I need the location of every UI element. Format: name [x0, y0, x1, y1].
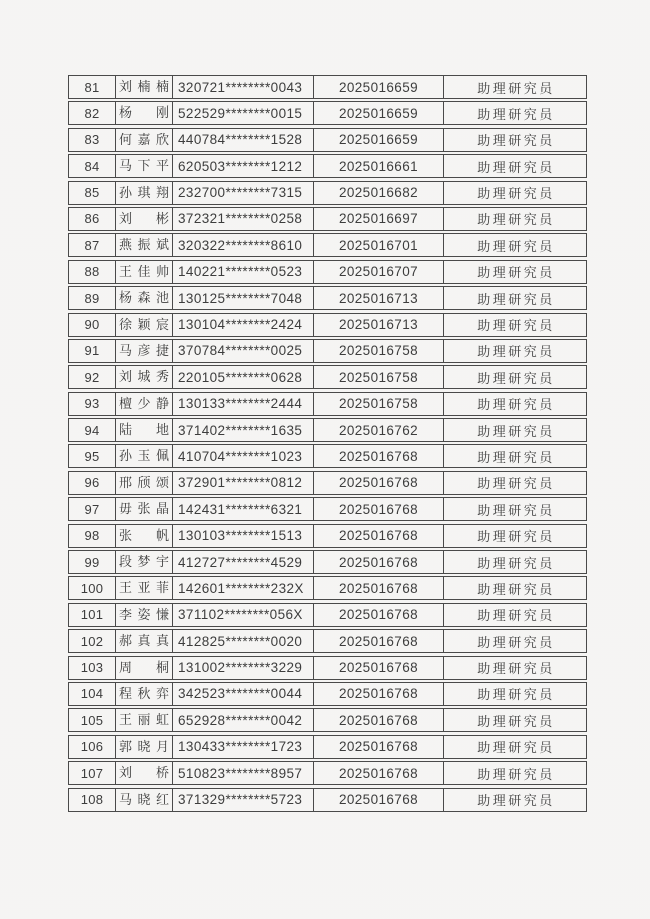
exam-code-cell: 2025016768 [314, 551, 444, 573]
exam-code-cell: 2025016768 [314, 630, 444, 652]
id-number-cell: 131002********3229 [173, 657, 314, 679]
table-row [68, 576, 587, 600]
person-name-cell: 李姿慊 [116, 604, 173, 626]
person-name-cell: 孙玉佩 [116, 445, 173, 467]
id-number-cell: 510823********8957 [173, 762, 314, 784]
job-title-cell: 助理研究员 [477, 793, 555, 809]
id-number-cell: 232700********7315 [173, 182, 314, 204]
person-name-cell: 孙琪翔 [116, 182, 173, 204]
exam-code-cell: 2025016768 [314, 498, 444, 520]
person-name-cell: 郝真真 [116, 630, 173, 652]
row-number-cell: 92 [69, 366, 116, 388]
id-number-cell: 320322********8610 [173, 234, 314, 256]
id-number-cell: 320721********0043 [173, 76, 314, 98]
person-name-cell: 何嘉欣 [116, 129, 173, 151]
job-title-cell: 助理研究员 [477, 318, 555, 334]
row-number-cell: 103 [69, 657, 116, 679]
person-name-cell: 王丽虹 [116, 709, 173, 731]
id-number-cell: 342523********0044 [173, 683, 314, 705]
exam-code-cell: 2025016758 [314, 393, 444, 415]
table-row [68, 444, 587, 468]
person-name-cell: 檀少静 [116, 393, 173, 415]
id-number-cell: 410704********1023 [173, 445, 314, 467]
exam-code-cell: 2025016682 [314, 182, 444, 204]
exam-code-cell: 2025016768 [314, 445, 444, 467]
row-number-cell: 106 [69, 736, 116, 758]
job-title-cell: 助理研究员 [477, 555, 555, 571]
exam-code-cell: 2025016758 [314, 366, 444, 388]
exam-code-cell: 2025016661 [314, 155, 444, 177]
row-number-cell: 93 [69, 393, 116, 415]
person-name-cell: 郭晓月 [116, 736, 173, 758]
table-row [68, 603, 587, 627]
row-number-cell: 95 [69, 445, 116, 467]
job-title-cell: 助理研究员 [477, 133, 555, 149]
person-name-cell: 陆地 [116, 419, 173, 441]
id-number-cell: 620503********1212 [173, 155, 314, 177]
table-row [68, 550, 587, 574]
exam-code-cell: 2025016768 [314, 789, 444, 811]
row-number-cell: 102 [69, 630, 116, 652]
exam-code-cell: 2025016707 [314, 261, 444, 283]
table-row [68, 154, 587, 178]
id-number-cell: 130104********2424 [173, 314, 314, 336]
id-number-cell: 142601********232X [173, 577, 314, 599]
person-name-cell: 马彦捷 [116, 340, 173, 362]
job-title-cell: 助理研究员 [477, 529, 555, 545]
row-number-cell: 86 [69, 208, 116, 230]
person-name-cell: 徐颖宸 [116, 314, 173, 336]
table-row [68, 418, 587, 442]
person-name-cell: 燕振斌 [116, 234, 173, 256]
table-row [68, 761, 587, 785]
table-row [68, 207, 587, 231]
row-number-cell: 105 [69, 709, 116, 731]
job-title-cell: 助理研究员 [477, 740, 555, 756]
person-name-cell: 张帆 [116, 525, 173, 547]
table-row [68, 471, 587, 495]
exam-code-cell: 2025016768 [314, 709, 444, 731]
row-number-cell: 88 [69, 261, 116, 283]
person-name-cell: 王亚菲 [116, 577, 173, 599]
row-number-cell: 89 [69, 287, 116, 309]
row-number-cell: 96 [69, 472, 116, 494]
row-number-cell: 99 [69, 551, 116, 573]
id-number-cell: 371102********056X [173, 604, 314, 626]
job-title-cell: 助理研究员 [477, 423, 555, 439]
person-name-cell: 杨刚 [116, 102, 173, 124]
job-title-cell: 助理研究员 [477, 212, 555, 228]
roster-table [68, 75, 587, 814]
id-number-cell: 130125********7048 [173, 287, 314, 309]
job-title-cell: 助理研究员 [477, 634, 555, 650]
table-row [68, 788, 587, 812]
job-title-cell: 助理研究员 [477, 661, 555, 677]
job-title-cell: 助理研究员 [477, 370, 555, 386]
exam-code-cell: 2025016701 [314, 234, 444, 256]
exam-code-cell: 2025016768 [314, 604, 444, 626]
row-number-cell: 84 [69, 155, 116, 177]
id-number-cell: 140221********0523 [173, 261, 314, 283]
job-title-cell: 助理研究员 [477, 713, 555, 729]
row-number-cell: 101 [69, 604, 116, 626]
table-row [68, 339, 587, 363]
table-row [68, 682, 587, 706]
exam-code-cell: 2025016713 [314, 287, 444, 309]
table-row [68, 708, 587, 732]
table-row [68, 392, 587, 416]
job-title-cell: 助理研究员 [477, 186, 555, 202]
row-number-cell: 85 [69, 182, 116, 204]
job-title-cell: 助理研究员 [477, 687, 555, 703]
id-number-cell: 412825********0020 [173, 630, 314, 652]
row-number-cell: 104 [69, 683, 116, 705]
id-number-cell: 370784********0025 [173, 340, 314, 362]
id-number-cell: 220105********0628 [173, 366, 314, 388]
exam-code-cell: 2025016768 [314, 525, 444, 547]
person-name-cell: 程秋弈 [116, 683, 173, 705]
table-row [68, 524, 587, 548]
person-name-cell: 刘彬 [116, 208, 173, 230]
row-number-cell: 108 [69, 789, 116, 811]
id-number-cell: 522529********0015 [173, 102, 314, 124]
id-number-cell: 372901********0812 [173, 472, 314, 494]
person-name-cell: 马晓红 [116, 789, 173, 811]
exam-code-cell: 2025016768 [314, 472, 444, 494]
person-name-cell: 马下平 [116, 155, 173, 177]
row-number-cell: 87 [69, 234, 116, 256]
job-title-cell: 助理研究员 [477, 238, 555, 254]
job-title-cell: 助理研究员 [477, 159, 555, 175]
exam-code-cell: 2025016659 [314, 102, 444, 124]
job-title-cell: 助理研究员 [477, 265, 555, 281]
exam-code-cell: 2025016659 [314, 129, 444, 151]
job-title-cell: 助理研究员 [477, 766, 555, 782]
table-row [68, 181, 587, 205]
id-number-cell: 412727********4529 [173, 551, 314, 573]
exam-code-cell: 2025016697 [314, 208, 444, 230]
table-row [68, 365, 587, 389]
table-row [68, 656, 587, 680]
person-name-cell: 刘城秀 [116, 366, 173, 388]
person-name-cell: 王佳帅 [116, 261, 173, 283]
row-number-cell: 82 [69, 102, 116, 124]
person-name-cell: 邢颀颂 [116, 472, 173, 494]
id-number-cell: 130133********2444 [173, 393, 314, 415]
person-name-cell: 杨森池 [116, 287, 173, 309]
job-title-cell: 助理研究员 [477, 608, 555, 624]
id-number-cell: 372321********0258 [173, 208, 314, 230]
id-number-cell: 652928********0042 [173, 709, 314, 731]
row-number-cell: 91 [69, 340, 116, 362]
row-number-cell: 83 [69, 129, 116, 151]
table-row [68, 497, 587, 521]
table-row [68, 260, 587, 284]
job-title-cell: 助理研究员 [477, 106, 555, 122]
row-number-cell: 100 [69, 577, 116, 599]
exam-code-cell: 2025016758 [314, 340, 444, 362]
person-name-cell: 段梦宇 [116, 551, 173, 573]
id-number-cell: 130433********1723 [173, 736, 314, 758]
exam-code-cell: 2025016768 [314, 736, 444, 758]
id-number-cell: 371329********5723 [173, 789, 314, 811]
job-title-cell: 助理研究员 [477, 476, 555, 492]
job-title-cell: 助理研究员 [477, 291, 555, 307]
exam-code-cell: 2025016768 [314, 683, 444, 705]
table-row [68, 128, 587, 152]
job-title-cell: 助理研究员 [477, 80, 555, 96]
job-title-cell: 助理研究员 [477, 344, 555, 360]
exam-code-cell: 2025016659 [314, 76, 444, 98]
person-name-cell: 刘楠楠 [116, 76, 173, 98]
table-row [68, 75, 587, 99]
table-row [68, 735, 587, 759]
job-title-cell: 助理研究员 [477, 397, 555, 413]
person-name-cell: 周桐 [116, 657, 173, 679]
job-title-cell: 助理研究员 [477, 449, 555, 465]
job-title-cell: 助理研究员 [477, 581, 555, 597]
id-number-cell: 130103********1513 [173, 525, 314, 547]
row-number-cell: 90 [69, 314, 116, 336]
id-number-cell: 142431********6321 [173, 498, 314, 520]
id-number-cell: 440784********1528 [173, 129, 314, 151]
id-number-cell: 371402********1635 [173, 419, 314, 441]
table-row [68, 233, 587, 257]
row-number-cell: 98 [69, 525, 116, 547]
exam-code-cell: 2025016768 [314, 657, 444, 679]
exam-code-cell: 2025016762 [314, 419, 444, 441]
person-name-cell: 刘桥 [116, 762, 173, 784]
table-row [68, 286, 587, 310]
exam-code-cell: 2025016768 [314, 577, 444, 599]
row-number-cell: 107 [69, 762, 116, 784]
row-number-cell: 81 [69, 76, 116, 98]
exam-code-cell: 2025016713 [314, 314, 444, 336]
table-row [68, 313, 587, 337]
row-number-cell: 94 [69, 419, 116, 441]
table-row [68, 101, 587, 125]
person-name-cell: 毋张晶 [116, 498, 173, 520]
exam-code-cell: 2025016768 [314, 762, 444, 784]
table-row [68, 629, 587, 653]
job-title-cell: 助理研究员 [477, 502, 555, 518]
row-number-cell: 97 [69, 498, 116, 520]
